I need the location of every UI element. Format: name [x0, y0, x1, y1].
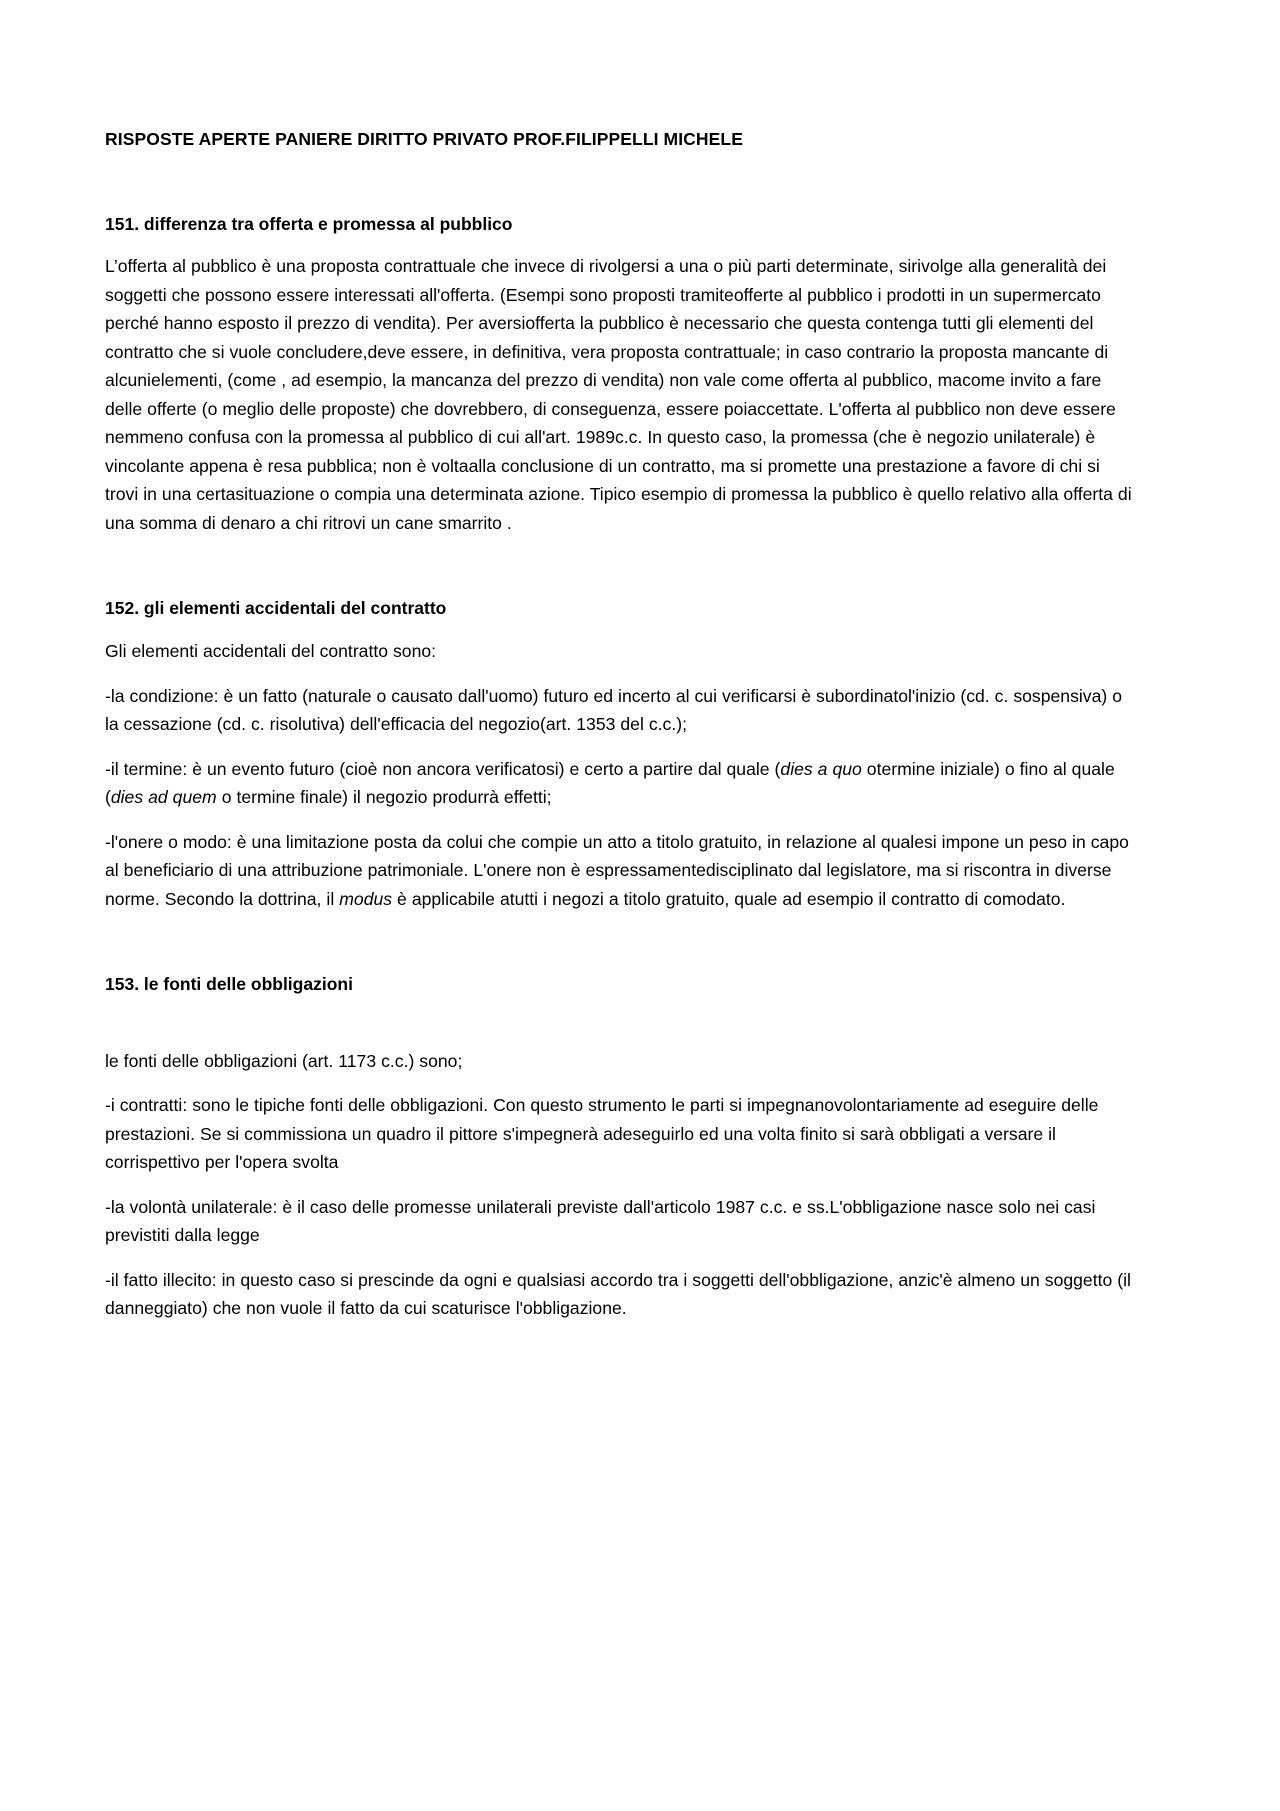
section-152-paragraph-2: -la condizione: è un fatto (naturale o causato dall'uomo) futuro ed incerto al cui verificarsi è subordinatol'inizio (cd. c. sospensiva) o la cessazione (cd. c. risolutiva) dell'efficacia del negozio(art. 1353 del c.c.);	[105, 685, 1122, 734]
termine-italic-2: dies ad quem	[110, 787, 217, 807]
section-153-paragraph-3: -la volontà unilaterale: è il caso delle promesse unilaterali previste dall'articolo 1987 c.c. e ss.L'obbligazione nasce solo nei casi previstiti dalla legge	[105, 1196, 1096, 1246]
section-151-paragraph-1: L’offerta al pubblico è una proposta contrattuale che invece di rivolgersi a una o più parti determinate, sirivolge alla generalità dei soggetti che possono essere interessati all'offerta. (Esempi sono proposti tramiteofferte al pubblico i prodotti in un supermercato perché hanno esposto il prezzo di vendita). Per aversiofferta la pubblico è necessario che questa contenga tutti gli elementi del contratto che si vuole concludere,deve essere, in definitiva, vera proposta contrattuale; in caso contrario la proposta mancante di alcunielementi, (come , ad esempio, la mancanza del prezzo di vendita) non vale come offerta al pubblico, macome invito a fare delle offerte (o meglio delle proposte) che dovrebbero, di conseguenza, essere poiaccettate. L'offerta al pubblico non deve essere nemmeno confusa con la promessa al pubblico di cui all'art. 1989c.c. In questo caso, la promessa (che è negozio unilaterale) è vincolante appena è resa pubblica; non è voltaalla conclusione di un contratto, ma si promette una prestazione a favore di chi si trovi in una certasituazione o compia una determinata azione. Tipico esempio di promessa la pubblico è quello relativo alla offerta di una somma di denaro a chi ritrovi un cane smarrito .	[105, 256, 1132, 533]
termine-text-1: -il termine: è un evento futuro (cioè non ancora verificatosi) e certo a partire dal quale (	[105, 758, 781, 779]
onere-text-1: -l'onere o modo: è una limitazione posta da colui che compie un atto a titolo gratuito, in relazione al qualesi impone un peso in capo al beneficiario di una attribuzione patrimoniale. L'onere non è espressamentedisciplinato dal legislatore, ma si riscontra in diverse norme. Secondo la dottrina, il	[105, 831, 1129, 909]
section-151-heading: 151. differenza tra offerta e promessa al pubblico	[105, 213, 513, 234]
termine-italic-1: dies a quo	[780, 758, 862, 779]
onere-text-2: è applicabile atutti i negozi a titolo gratuito, quale ad esempio il contratto di comodato.	[392, 888, 1066, 909]
section-spacer-2	[105, 929, 1132, 973]
section-151	[105, 213, 1132, 538]
section-spacer-1	[105, 553, 1132, 597]
section-153-paragraph-1: le fonti delle obbligazioni (art. 1173 c.c.) sono;	[105, 1050, 463, 1071]
document-title: RISPOSTE APERTE PANIERE DIRITTO PRIVATO PROF.FILIPPELLI MICHELE	[105, 129, 743, 149]
termine-text-3: o termine finale) il negozio produrrà effetti;	[216, 787, 552, 807]
heading-body-spacer	[105, 1013, 1132, 1047]
section-152	[105, 597, 1132, 913]
section-152-paragraph-3	[105, 755, 1132, 812]
section-153	[105, 973, 1132, 1323]
section-152-paragraph-4	[105, 828, 1132, 914]
section-153-heading: 153. le fonti delle obbligazioni	[105, 974, 353, 994]
section-152-heading: 152. gli elementi accidentali del contratto	[105, 598, 447, 619]
section-153-paragraph-2: -i contratti: sono le tipiche fonti delle obbligazioni. Con questo strumento le parti si impegnanovolontariamente ad eseguire delle prestazioni. Se si commissiona un quadro il pittore s'impegnerà adeseguirlo ed una volta finito si sarà obbligati a versare il corrispettivo per l'opera svolta	[105, 1095, 1099, 1173]
section-152-paragraph-1: Gli elementi accidentali del contratto sono:	[105, 641, 437, 661]
section-153-paragraph-4: -il fatto illecito: in questo caso si prescinde da ogni e qualsiasi accordo tra i soggetti dell'obbligazione, anzic'è almeno un soggetto (il danneggiato) che non vuole il fatto da cui scaturisce l'obbligazione.	[105, 1269, 1131, 1319]
onere-italic-1: modus	[339, 888, 393, 909]
termine-text-2: otermine iniziale) o fino al quale (	[105, 758, 1115, 807]
